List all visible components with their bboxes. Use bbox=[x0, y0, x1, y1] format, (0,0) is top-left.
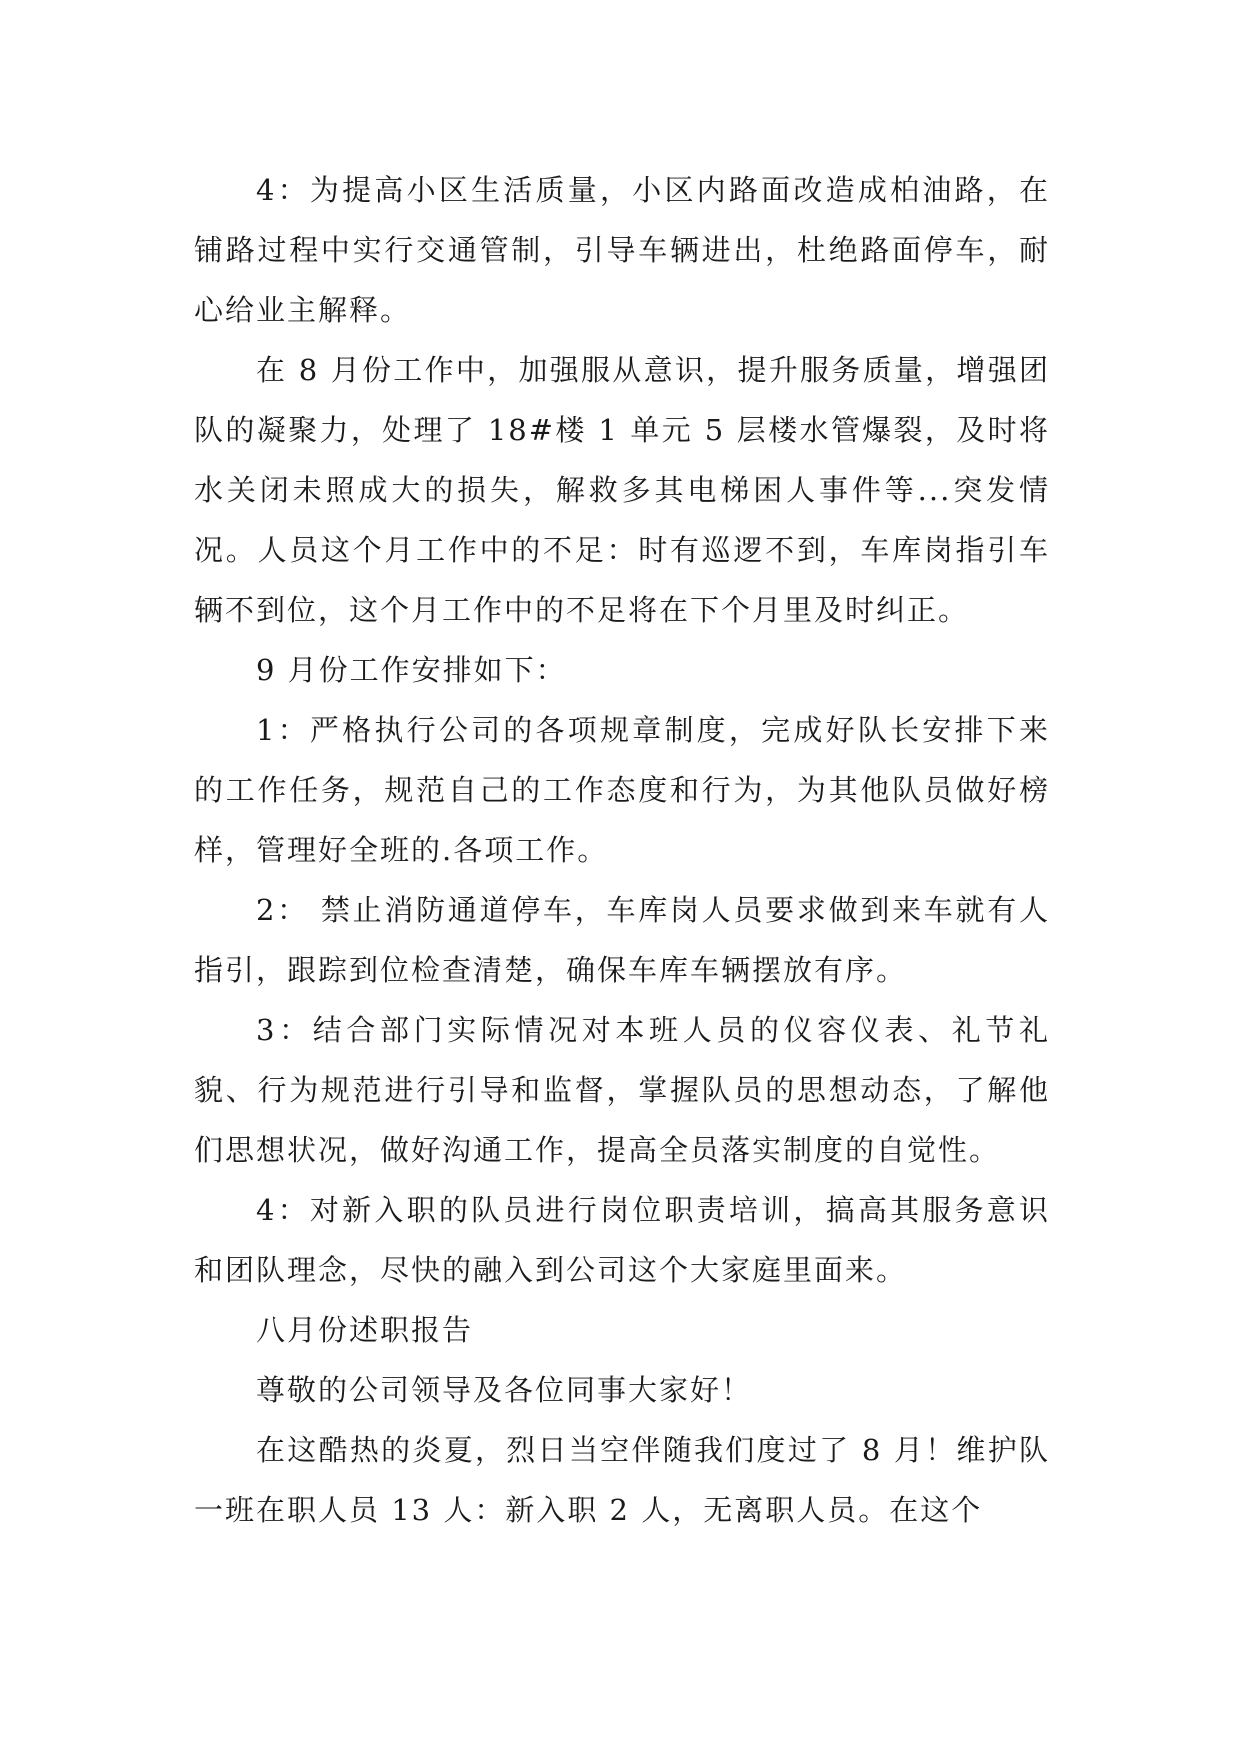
report-greeting: 尊敬的公司领导及各位同事大家好！ bbox=[256, 1373, 753, 1407]
report-title: 八月份述职报告 bbox=[256, 1313, 474, 1347]
paragraph-plan-item-4: 4：对新入职的队员进行岗位职责培训，搞高其服务意识和团队理念，尽快的融入到公司这个大家庭里面来。 bbox=[194, 1193, 1050, 1287]
paragraph-plan-item-1: 1：严格执行公司的各项规章制度，完成好队长安排下来的工作任务，规范自己的工作态度和行为，为其他队员做好榜样，管理好全班的.各项工作。 bbox=[194, 713, 1050, 867]
document-body bbox=[194, 160, 1050, 1540]
paragraph-plan-item-2: 2： 禁止消防通道停车，车库岗人员要求做到来车就有人指引，跟踪到位检查清楚，确保车库车辆摆放有序。 bbox=[194, 893, 1050, 987]
paragraph-road-renovation: 4：为提高小区生活质量，小区内路面改造成柏油路，在铺路过程中实行交通管制，引导车辆进出，杜绝路面停车，耐心给业主解释。 bbox=[194, 173, 1050, 327]
report-opening-paragraph: 在这酷热的炎夏，烈日当空伴随我们度过了 8 月！维护队一班在职人员 13 人：新入职 2 人，无离职人员。在这个 bbox=[194, 1433, 1050, 1527]
paragraph-september-plan-heading: 9 月份工作安排如下： bbox=[256, 653, 567, 687]
paragraph-plan-item-3: 3：结合部门实际情况对本班人员的仪容仪表、礼节礼貌、行为规范进行引导和监督，掌握队员的思想动态，了解他们思想状况，做好沟通工作，提高全员落实制度的自觉性。 bbox=[194, 1013, 1050, 1167]
paragraph-august-summary: 在 8 月份工作中，加强服从意识，提升服务质量，增强团队的凝聚力，处理了 18#楼 1 单元 5 层楼水管爆裂，及时将水关闭未照成大的损失，解救多其电梯困人事件等...突发情况。人员这个月工作中的不足：时有巡逻不到，车库岗指引车辆不到位，这个月工作中的不足将在下个月里及时纠正。 bbox=[194, 353, 1050, 627]
